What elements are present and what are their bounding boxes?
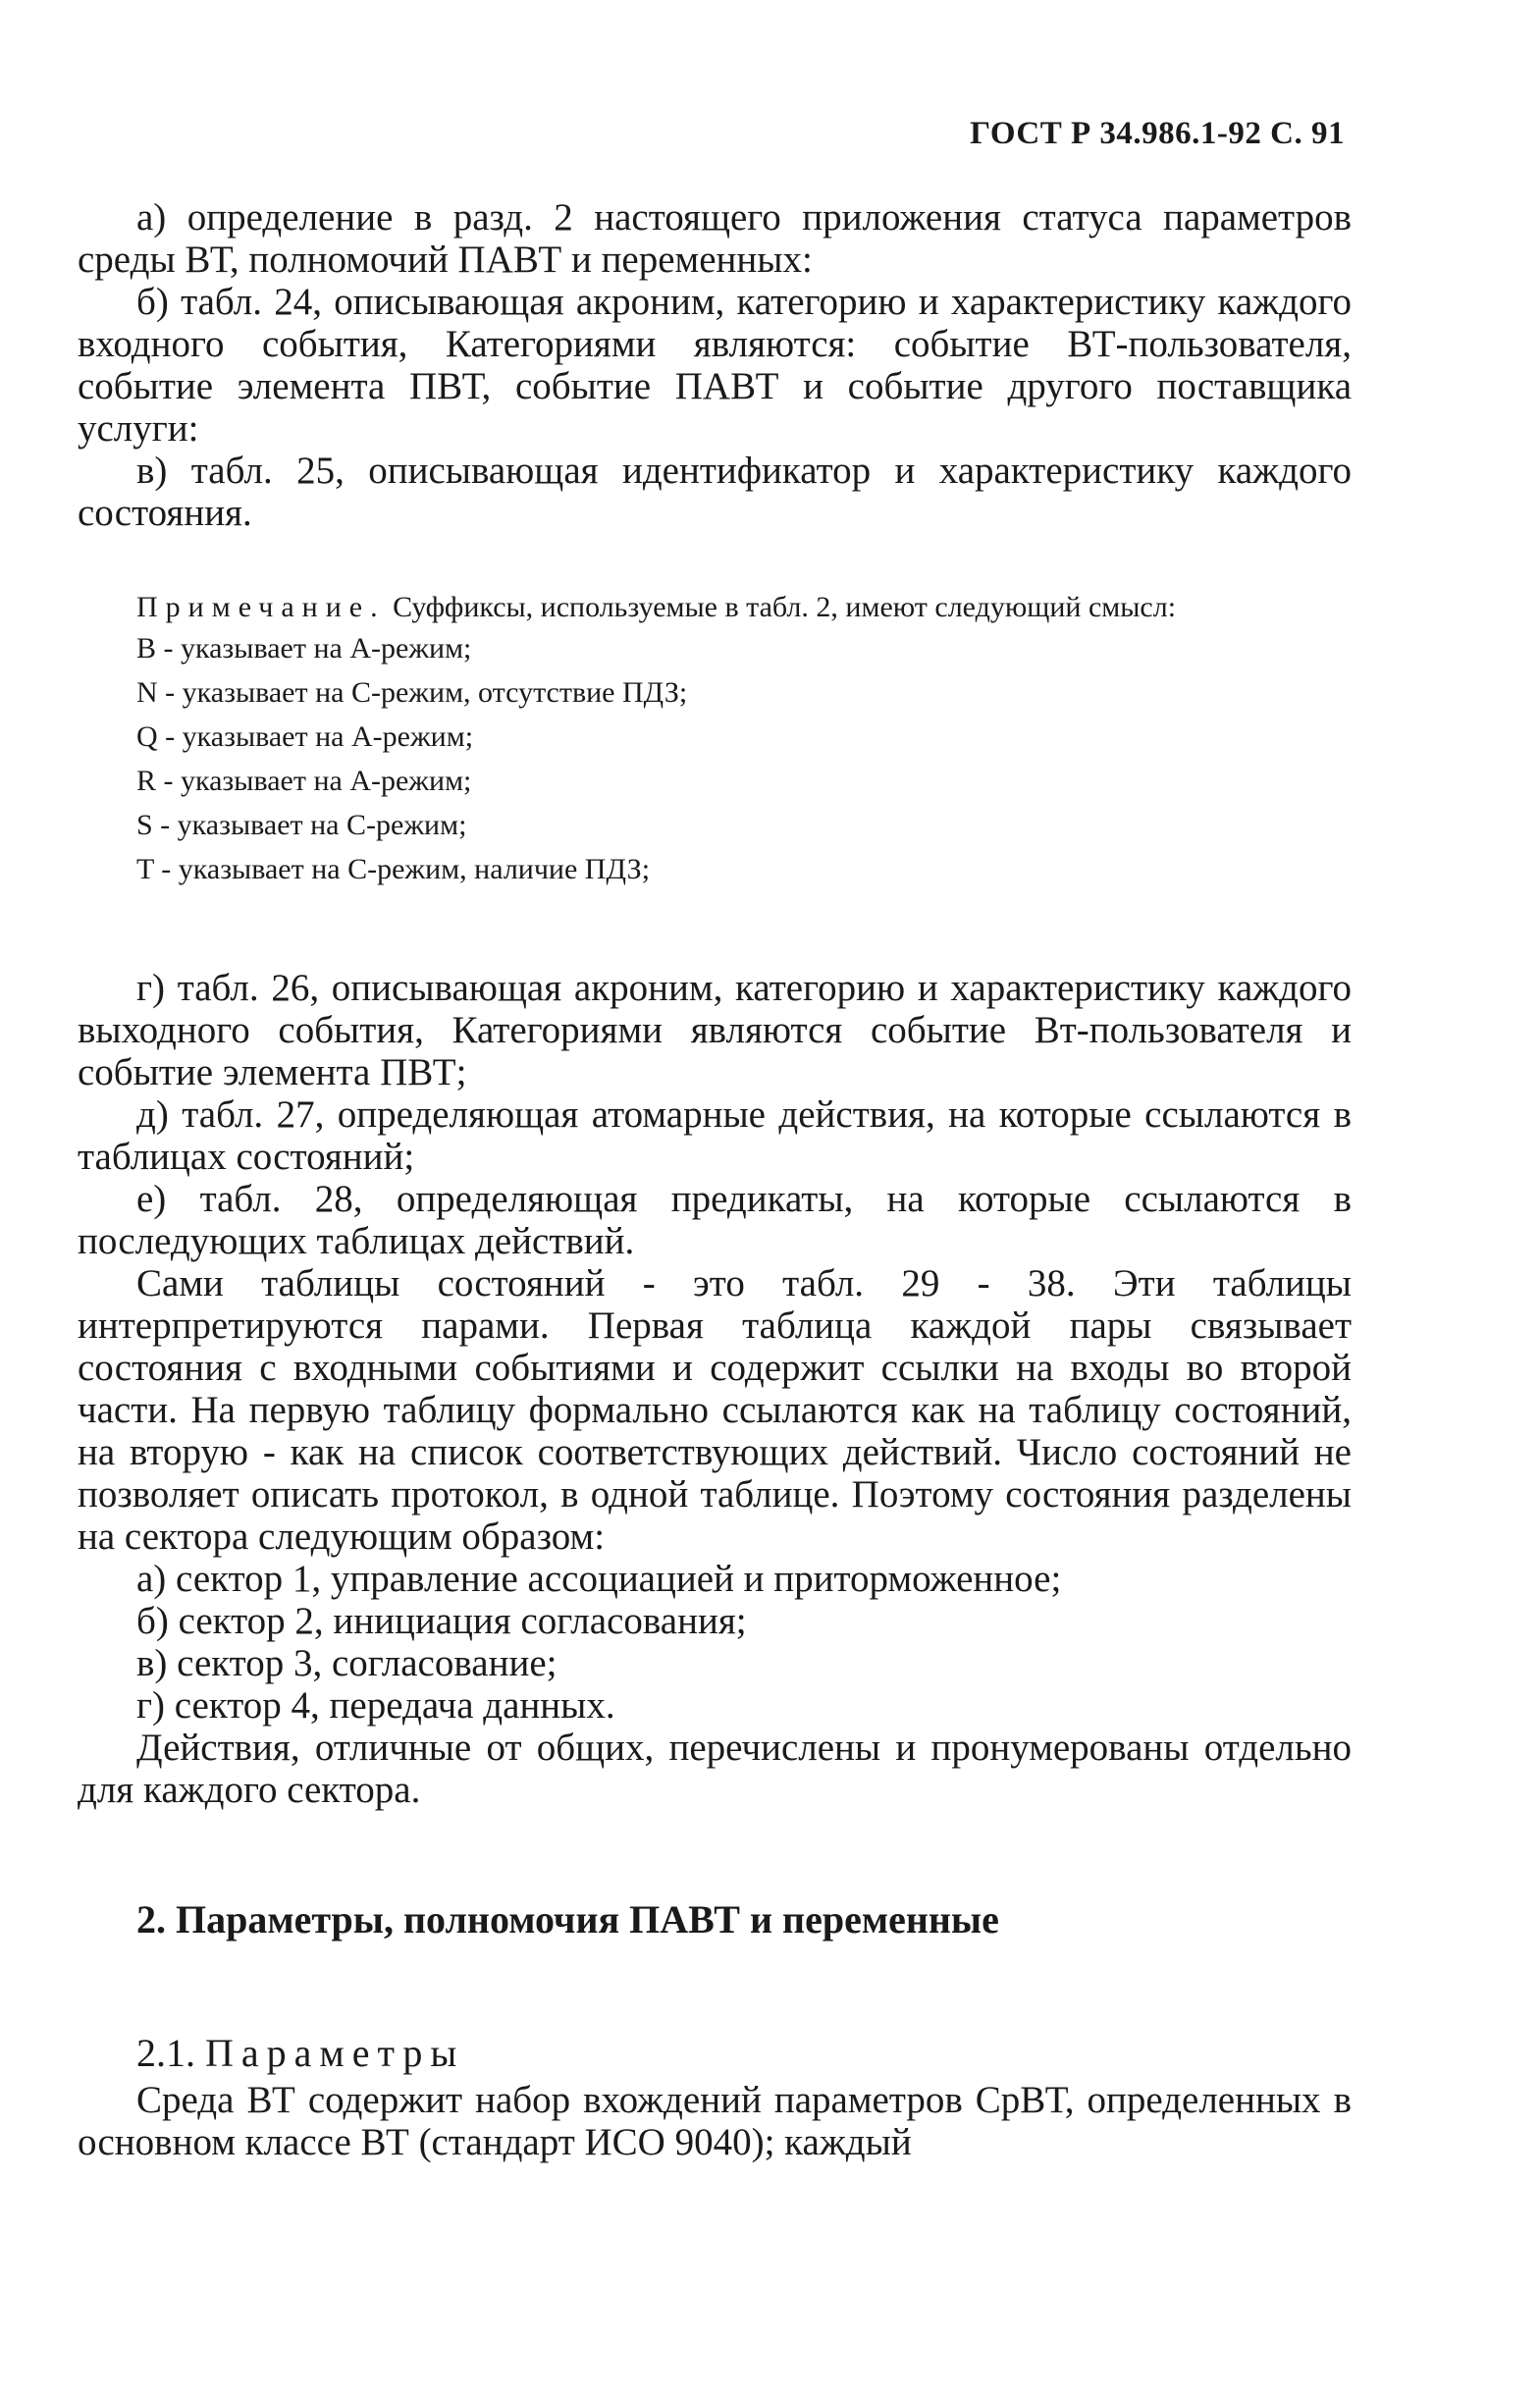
note-item: T - указывает на С-режим, наличие ПДЗ; (136, 853, 651, 885)
main-text (78, 967, 1352, 1811)
sector-item: в) сектор 3, согласование; (136, 1642, 558, 1684)
actions-paragraph: Действия, отличные от общих, перечислены и пронумерованы отдельно для каждого сектора. (78, 1727, 1352, 1811)
note-label: Примечание. (136, 591, 386, 623)
note-block (78, 589, 1352, 891)
note-text: Суффиксы, используемые в табл. 2, имеют следующий смысл: (393, 591, 1177, 623)
list-item: в) табл. 25, описывающая идентификатор и характеристику каждого состояния. (78, 450, 1352, 534)
note-heading (78, 589, 1352, 626)
subsection-heading (136, 2030, 464, 2076)
list-item: д) табл. 27, определяющая атомарные действия, на которые ссылаются в таблицах состояний; (78, 1093, 1352, 1178)
list-item: е) табл. 28, определяющая предикаты, на которые ссылаются в последующих таблицах действий. (78, 1178, 1352, 1262)
list-item: г) табл. 26, описывающая акроним, категорию и характеристику каждого выходного события, Категориями являются событие Вт-пользователя и событие элемента ПВТ; (78, 967, 1352, 1093)
sector-item: б) сектор 2, инициация согласования; (136, 1600, 747, 1642)
note-item: S - указывает на С-режим; (136, 809, 467, 841)
list-item: а) определение в разд. 2 настоящего приложения статуса параметров среды ВТ, полномочий ПАВТ и переменных: (78, 196, 1352, 281)
states-paragraph: Сами таблицы состояний - это табл. 29 - 38. Эти таблицы интерпретируются парами. Первая таблица каждой пары связывает состояния с входными событиями и содержит ссылки на входы во второй части. На первую таблицу формально ссылаются как на таблицу состояний, на вторую - как на список соответствующих действий. Число состояний не позволяет описать протокол, в одной таблице. Поэтому состояния разделены на сектора следующим образом: (78, 1262, 1352, 1558)
page-header: ГОСТ Р 34.986.1-92 С. 91 (970, 116, 1345, 151)
sector-item: г) сектор 4, передача данных. (136, 1684, 615, 1727)
intro-list (78, 196, 1352, 534)
section-heading: 2. Параметры, полномочия ПАВТ и переменные (136, 1897, 999, 1941)
note-item: R - указывает на А-режим; (136, 765, 472, 797)
final-text (78, 2079, 1352, 2163)
sector-item: а) сектор 1, управление ассоциацией и приторможенное; (136, 1558, 1062, 1600)
note-item: B - указывает на А-режим; (136, 632, 472, 665)
subsection-number: 2.1. (136, 2031, 195, 2075)
list-item: б) табл. 24, описывающая акроним, категорию и характеристику каждого входного события, Категориями являются: событие ВТ-пользователя, событие элемента ПВТ, событие ПАВТ и событие другого поставщика услуги: (78, 281, 1352, 450)
note-item: N - указывает на С-режим, отсутствие ПДЗ; (136, 676, 688, 709)
note-item: Q - указывает на А-режим; (136, 720, 474, 753)
subsection-title: Параметры (205, 2031, 465, 2075)
final-paragraph: Среда ВТ содержит набор вхождений параметров СрВТ, определенных в основном классе ВТ (стандарт ИСО 9040); каждый (78, 2079, 1352, 2163)
